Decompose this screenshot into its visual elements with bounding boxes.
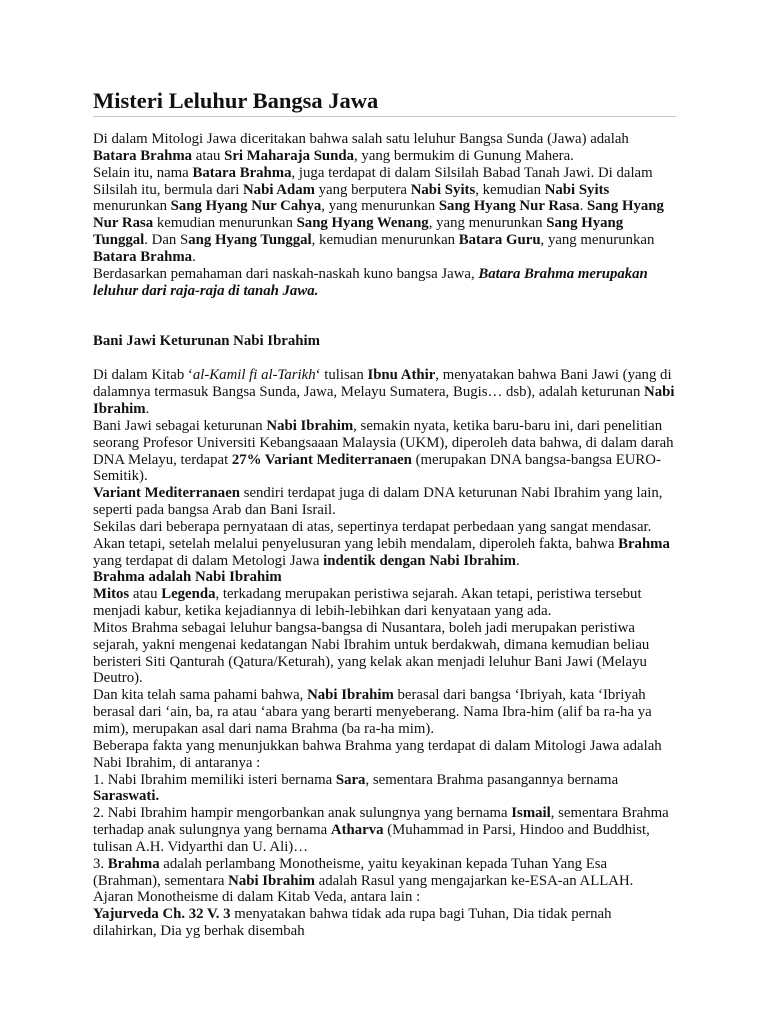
text-run: yang berputera: [314, 181, 411, 198]
section-heading: Bani Jawi Keturunan Nabi Ibrahim: [93, 333, 320, 350]
text-run: kemudian menurunkan: [153, 215, 297, 232]
text-run: Bani Jawi sebagai keturunan: [93, 417, 267, 434]
paragraph: [93, 772, 676, 806]
text-run: (Muhammad in Parsi, Hindoo and Buddhist, tulisan A.H. Vidyarthi dan U. Ali)…: [93, 822, 650, 855]
bold-text: Variant Mediterranaen: [93, 485, 240, 502]
text-run: (merupakan DNA bangsa-bangsa EURO-Semitik).: [93, 451, 661, 485]
text-run: 1. Nabi Ibrahim memiliki isteri bernama: [93, 771, 336, 788]
bold-text: Sri Maharaja Sunda: [224, 147, 355, 164]
text-run: yang terdapat di dalam Metologi Jawa: [93, 552, 324, 569]
text-run: , juga terdapat di dalam Silsilah Babad Tanah Jawi. Di dalam Silsilah itu, bermula dari: [93, 164, 653, 198]
bold-text: Sang Hyang Tunggal: [93, 215, 624, 249]
bold-text: Nabi Ibrahim: [266, 417, 354, 434]
text-run: adalah perlambang Monotheisme, yaitu keyakinan kepada Tuhan Yang Esa (Brahman), sementara: [93, 855, 608, 889]
bold-text: Batara Brahma: [93, 147, 193, 164]
text-run: , menyatakan bahwa Bani Jawi (yang di dalamnya termasuk Bangsa Sunda, Jawa, Melayu Sumatera, Bugis… dsb), adalah keturunan: [93, 367, 672, 401]
text-run: , semakin nyata, ketika baru-baru ini, dari penelitian seorang Profesor Universiti Kebangsaaan Malaysia (UKM), diperoleh data bahwa, di dalam darah DNA Melayu, terdapat: [93, 417, 674, 468]
bold-text: Sara: [335, 771, 366, 788]
paragraph: [93, 586, 676, 620]
text-run: , yang menurunkan: [428, 215, 547, 232]
bold-text: Brahma adalah Nabi Ibrahim: [93, 569, 282, 586]
bold-text: ang Hyang Tunggal: [188, 232, 312, 249]
text-run: Mitos Brahma sebagai leluhur bangsa-bangsa di Nusantara, boleh jadi merupakan peristiwa sejarah, yakni mengenai kedatangan Nabi Ibrahim untuk berdakwah, dimana kemudian beliau beristeri Siti Qanturah (Qatura/Keturah), yang kelak akan menjadi leluhur Bani Jawi (Melayu Deutro).: [93, 619, 650, 687]
bold-text: Nabi Ibrahim: [307, 687, 394, 704]
text-run: , yang menurunkan: [540, 232, 655, 249]
text-run: Selain itu, nama: [93, 164, 193, 181]
bold-text: Sang Hyang Nur Rasa: [438, 198, 580, 215]
italic-text: al-Kamil fi al-Tarikh: [192, 367, 316, 384]
paragraph: [93, 856, 676, 890]
paragraph: [93, 906, 676, 940]
text-run: , sementara Brahma pasangannya bernama: [365, 771, 619, 788]
text-run: atau: [192, 147, 225, 164]
text-run: Di dalam Kitab ‘: [93, 367, 193, 384]
text-run: , yang menurunkan: [321, 198, 439, 215]
paragraph: [93, 620, 676, 687]
text-run: menurunkan: [93, 198, 171, 215]
text-run: Berdasarkan pemahaman dari naskah-naskah kuno bangsa Jawa,: [93, 265, 479, 282]
text-run: ‘ tulisan: [315, 367, 368, 384]
paragraph: [93, 367, 676, 418]
text-run: Dan kita telah sama pahami bahwa,: [93, 687, 308, 704]
bold-text: 27% Variant Mediterranaen: [231, 451, 412, 468]
text-run: , kemudian menurunkan: [311, 232, 459, 249]
text-run: . Dan S: [144, 232, 189, 249]
text-run: .: [515, 552, 520, 569]
intro-section: [93, 131, 676, 299]
text-run: menyatakan bahwa tidak ada rupa bagi Tuhan, Dia tidak pernah dilahirkan, Dia yg berhak disembah: [93, 906, 612, 940]
text-run: .: [145, 400, 150, 417]
text-run: atau: [129, 586, 162, 603]
text-run: sendiri terdapat juga di dalam DNA keturunan Nabi Ibrahim yang lain, seperti pada bangsa Arab dan Bani Israil.: [93, 485, 663, 519]
text-run: Sekilas dari beberapa pernyataan di atas, sepertinya terdapat perbedaan yang sangat mendasar. Akan tetapi, setelah melalui penyelusuran yang lebih mendalam, diperoleh fakta, bahwa: [93, 518, 652, 552]
bold-text: Nabi Adam: [243, 181, 315, 198]
text-run: Di dalam Mitologi Jawa diceritakan bahwa salah satu leluhur Bangsa Sunda (Jawa) adalah: [93, 131, 629, 147]
paragraph: [93, 131, 676, 165]
paragraph: [93, 519, 676, 570]
paragraph: [93, 889, 676, 906]
bold-text: Legenda: [161, 586, 216, 603]
bold-text: Ibnu Athir: [367, 367, 436, 384]
bold-text: Saraswati.: [93, 788, 160, 805]
text-run: , kemudian: [475, 181, 545, 198]
bold-text: Ismail: [511, 805, 551, 822]
paragraph: [93, 165, 676, 266]
page-title: Misteri Leluhur Bangsa Jawa: [93, 88, 676, 117]
bold-text: Nabi Ibrahim: [228, 872, 315, 889]
bold-text: Sang Hyang Nur Cahya: [170, 198, 322, 215]
text-run: , terkadang merupakan peristiwa sejarah. Akan tetapi, peristiwa tersebut menjadi kabur, ketika kejadiannya di lebih-lebihkan dari kenyataan yang ada.: [93, 586, 642, 620]
paragraph: [93, 569, 676, 586]
paragraph: [93, 805, 676, 856]
text-run: adalah Rasul yang mengajarkan ke-ESA-an ALLAH.: [314, 872, 634, 889]
text-run: .: [579, 198, 587, 215]
bold-text: Atharva: [330, 822, 384, 839]
bani-jawi-section: [93, 367, 676, 940]
bold-text: Batara Brahma merupakan leluhur dari raja-raja di tanah Jawa.: [93, 265, 648, 299]
document-page: [93, 88, 676, 940]
bold-text: Nabi Syits: [410, 181, 476, 198]
bold-text: Sang Hyang Nur Rasa: [93, 198, 664, 232]
text-run: .: [192, 248, 196, 265]
bold-text: indentik dengan Nabi Ibrahim: [323, 552, 516, 569]
bold-text: Nabi Syits: [544, 181, 610, 198]
paragraph: [93, 418, 676, 485]
bold-text: Batara Brahma: [192, 164, 292, 181]
bold-text: Batara Guru: [458, 232, 541, 249]
text-run: , yang bermukim di Gunung Mahera.: [354, 147, 574, 164]
text-run: 2. Nabi Ibrahim hampir mengorbankan anak sulungnya yang bernama: [93, 805, 512, 822]
paragraph: [93, 485, 676, 519]
bold-text: Nabi Ibrahim: [93, 384, 675, 417]
paragraph: [93, 738, 676, 772]
paragraph: [93, 687, 676, 738]
text-run: 3.: [93, 855, 108, 872]
text-run: Ajaran Monotheisme di dalam Kitab Veda, antara lain :: [93, 889, 421, 906]
bold-text: Brahma: [107, 855, 160, 872]
bold-text: Yajurveda Ch. 32 V. 3: [93, 906, 231, 923]
text-run: Beberapa fakta yang menunjukkan bahwa Brahma yang terdapat di dalam Mitologi Jawa adalah Nabi Ibrahim, di antaranya :: [93, 737, 662, 771]
bold-text: Brahma: [618, 535, 670, 552]
text-run: berasal dari bangsa ‘Ibriyah, kata ‘Ibriyah berasal dari ‘ain, ba, ra atau ‘abara yang berarti menyeberang. Nama Ibra-him (alif ba ra-ha ya mim), merupakan asal dari nama Brahma (ba ra-ha mim).: [93, 687, 652, 737]
bold-text: Sang Hyang Wenang: [296, 215, 429, 232]
bold-text: Batara Brahma: [93, 248, 193, 265]
text-run: , sementara Brahma terhadap anak sulungnya yang bernama: [93, 805, 669, 839]
bold-text: Mitos: [93, 586, 130, 603]
paragraph: [93, 266, 676, 300]
